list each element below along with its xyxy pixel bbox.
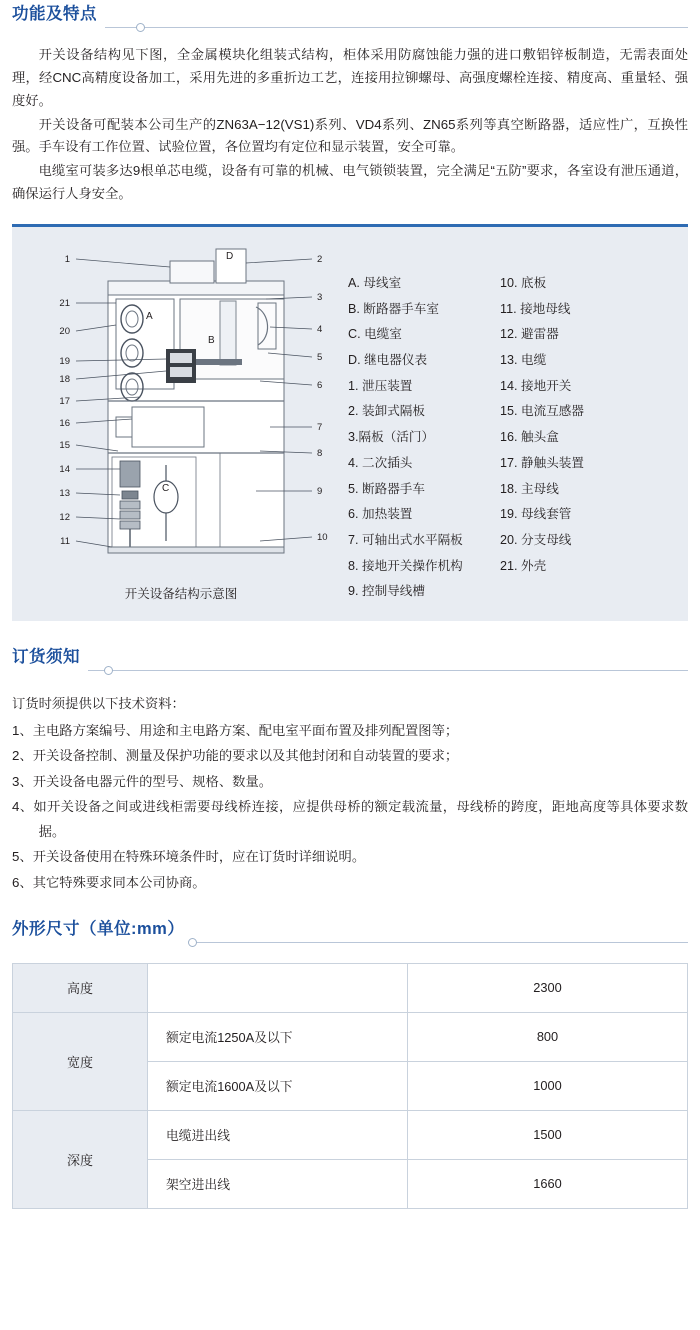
legend-item: 15. 电流互感器	[500, 404, 584, 419]
table-row	[13, 1110, 688, 1159]
legend-item: 3.隔板（活门）	[348, 430, 435, 445]
row-value: 1660	[408, 1159, 688, 1208]
legend-column-1	[348, 271, 500, 605]
svg-text:14: 14	[59, 464, 70, 476]
row-value: 1500	[408, 1110, 688, 1159]
legend-item: 12. 避雷器	[500, 327, 559, 342]
legend-item: 1. 泄压装置	[348, 378, 413, 393]
legend-item: 6. 加热装置	[348, 507, 413, 522]
paragraph: 开关设备可配装本公司生产的ZN63A−12(VS1)系列、VD4系列、ZN65系列等真空断路器，适应性广，互换性强。手车设有工作位置、试验位置，各位置均有定位和显示装置，安全可靠。	[12, 116, 688, 155]
legend-item: 20. 分支母线	[500, 532, 572, 547]
svg-text:A: A	[146, 311, 153, 323]
ordering-item: 5、开关设备使用在特殊环境条件时，应在订货时详细说明。	[12, 849, 366, 865]
ordering-item: 1、主电路方案编号、用途和主电路方案、配电室平面布置及排列配置图等；	[12, 723, 459, 739]
svg-text:15: 15	[59, 440, 70, 452]
ordering-item: 4、如开关设备之间或进线柜需要母线桥连接，应提供母桥的额定载流量，母线桥的跨度，距地高度等具体要求数据。	[12, 798, 688, 840]
legend-item: A. 母线室	[348, 276, 402, 291]
row-label: 高度	[13, 963, 148, 1012]
legend-item: 7. 可轴出式水平隔板	[348, 532, 463, 547]
legend-item: 16. 触头盒	[500, 430, 559, 445]
row-condition: 额定电流1600A及以下	[148, 1061, 408, 1110]
legend-item: 21. 外壳	[500, 558, 547, 573]
legend-item: 14. 接地开关	[500, 378, 572, 393]
section-title-wrap	[12, 915, 192, 943]
svg-text:18: 18	[59, 374, 70, 386]
dimensions-table-wrap	[12, 963, 688, 1209]
svg-text:19: 19	[59, 356, 70, 368]
legend-item: 11. 接地母线	[500, 301, 571, 316]
header-rule	[12, 27, 688, 28]
legend-item: 17. 静触头装置	[500, 455, 584, 470]
legend-item: 2. 装卸式隔板	[348, 404, 425, 419]
section-title-ordering: 订货须知	[12, 647, 80, 666]
table-row	[13, 963, 688, 1012]
row-label: 深度	[13, 1110, 148, 1208]
header-dot-icon	[188, 938, 197, 947]
svg-text:C: C	[162, 483, 170, 495]
svg-text:16: 16	[59, 418, 70, 430]
page-title: 功能及特点	[12, 5, 97, 23]
section-header-features	[12, 0, 688, 34]
legend-item: 4. 二次插头	[348, 455, 413, 470]
ordering-item: 6、其它特殊要求同本公司协商。	[12, 874, 206, 890]
row-value: 1000	[408, 1061, 688, 1110]
header-dot-icon	[136, 23, 145, 32]
header-dot-icon	[104, 666, 113, 675]
svg-text:1: 1	[64, 254, 70, 266]
svg-text:3: 3	[317, 292, 323, 304]
ordering-item: 3、开关设备电器元件的型号、规格、数量。	[12, 773, 273, 789]
svg-text:21: 21	[59, 298, 70, 310]
svg-text:10: 10	[317, 532, 328, 544]
ordering-item: 2、开关设备控制、测量及保护功能的要求以及其他封闭和自动装置的要求；	[12, 748, 459, 764]
section-title-wrap	[12, 643, 88, 671]
legend-item: B. 断路器手车室	[348, 301, 439, 316]
table-row	[13, 1012, 688, 1061]
section-title-wrap	[12, 0, 105, 28]
legend-item: 9. 控制导线槽	[348, 584, 425, 599]
legend-item: 5. 断路器手车	[348, 481, 425, 496]
legend-item: 8. 接地开关操作机构	[348, 558, 463, 573]
dimensions-table	[12, 963, 688, 1209]
legend-item: C. 电缆室	[348, 327, 402, 342]
svg-text:2: 2	[317, 254, 323, 266]
svg-text:6: 6	[317, 380, 323, 392]
svg-text:4: 4	[317, 324, 323, 336]
legend-item: 13. 电缆	[500, 353, 547, 368]
paragraph: 电缆室可装多达9根单芯电缆，设备有可靠的机械、电气锁锁装置，完全满足“五防”要求，各室设有泄压通道，确保运行人身安全。	[12, 163, 688, 202]
header-rule	[12, 670, 688, 671]
legend-item: 18. 主母线	[500, 481, 559, 496]
row-condition: 电缆进出线	[148, 1110, 408, 1159]
figure-caption: 开关设备结构示意图	[124, 587, 238, 602]
paragraph: 开关设备结构见下图，全金属模块化组装式结构，柜体采用防腐蚀能力强的进口敷铝锌板制造，无需表面处理，经CNC高精度设备加工，采用先进的多重折边工艺，连接用拉铆螺母、高强度螺栓连接、精度高、重量轻、强度好。	[12, 47, 688, 108]
section-title-dimensions: 外形尺寸（单位:mm）	[12, 919, 185, 938]
svg-text:D: D	[226, 251, 234, 263]
svg-text:7: 7	[317, 422, 323, 434]
svg-text:12: 12	[59, 512, 70, 524]
figure-drawing-area	[12, 241, 342, 605]
svg-text:8: 8	[317, 448, 323, 460]
row-condition	[148, 963, 408, 1012]
section-header-dimensions	[12, 915, 688, 949]
svg-text:9: 9	[317, 486, 323, 498]
features-paragraphs	[12, 44, 688, 206]
switchgear-diagram	[20, 241, 342, 571]
row-value: 2300	[408, 963, 688, 1012]
legend-item: 10. 底板	[500, 276, 547, 291]
row-value: 800	[408, 1012, 688, 1061]
row-condition: 架空进出线	[148, 1159, 408, 1208]
ordering-notes	[12, 691, 688, 895]
svg-text:11: 11	[60, 536, 70, 548]
svg-text:20: 20	[59, 326, 70, 338]
svg-text:B: B	[208, 335, 215, 347]
legend-column-2	[500, 271, 630, 605]
ordering-lead: 订货时须提供以下技术资料：	[12, 695, 185, 711]
svg-text:5: 5	[317, 352, 323, 364]
row-label: 宽度	[13, 1012, 148, 1110]
legend-item: 19. 母线套管	[500, 507, 572, 522]
figure-legend	[342, 241, 688, 605]
legend-item: D. 继电器仪表	[348, 353, 428, 368]
row-condition: 额定电流1250A及以下	[148, 1012, 408, 1061]
section-header-ordering	[12, 643, 688, 677]
svg-text:13: 13	[59, 488, 70, 500]
figure-panel	[12, 224, 688, 621]
svg-text:17: 17	[59, 396, 70, 408]
